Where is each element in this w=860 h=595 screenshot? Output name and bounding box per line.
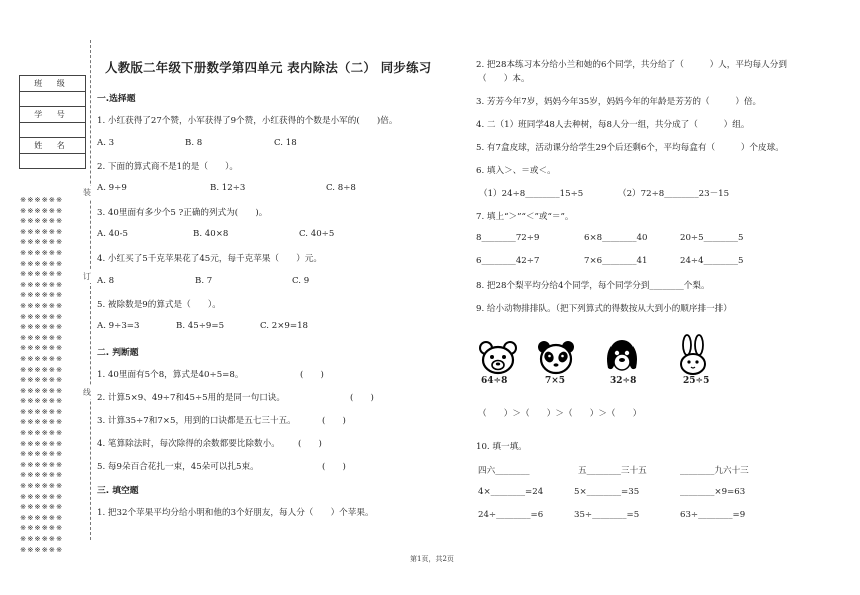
choice-q1-option-a[interactable]: A. 3 bbox=[97, 138, 115, 148]
class-label: 班 级 bbox=[20, 76, 86, 92]
choice-q1-option-b[interactable]: B. 8 bbox=[185, 138, 203, 148]
choice-q5-option-a[interactable]: A. 9÷3=3 bbox=[97, 321, 140, 331]
judge-q2: 2. 计算5×9、49÷7和45÷5用的是同一句口诀。 bbox=[97, 393, 285, 403]
fill-q8: 8. 把28个梨平均分给4个同学，每个同学分到________个梨。 bbox=[476, 281, 710, 291]
section-judge: 二. 判断题 bbox=[97, 348, 139, 358]
binding-line bbox=[90, 40, 91, 540]
judge-q4-answer[interactable]: ( ) bbox=[298, 439, 322, 449]
bear-expression: 64÷8 bbox=[481, 376, 508, 386]
rabbit-icon bbox=[676, 334, 710, 376]
fill-q7-r2c1: 6________42÷7 bbox=[476, 256, 540, 266]
fill-q7-r2c3: 24÷4________5 bbox=[680, 256, 744, 266]
fill-q10-r1c3: ________九六十三 bbox=[680, 466, 749, 476]
class-field[interactable] bbox=[20, 92, 86, 107]
choice-q1: 1. 小红获得了27个赞，小军获得了9个赞，小红获得的个数是小军的( )倍。 bbox=[97, 116, 398, 126]
dog-icon bbox=[603, 336, 641, 376]
bear-icon bbox=[478, 340, 518, 376]
fill-q9-answer[interactable]: （ ）＞（ ）＞（ ）＞（ ） bbox=[478, 409, 642, 419]
choice-q2-option-a[interactable]: A. 9÷9 bbox=[97, 183, 127, 193]
choice-q2-option-b[interactable]: B. 12÷3 bbox=[210, 183, 246, 193]
fill-q7: 7. 填上“＞”“＜”或“＝”。 bbox=[476, 212, 574, 222]
page-footer: 第1页，共2页 bbox=[410, 555, 454, 563]
choice-q3: 3. 40里面有多少个5 ?正确的列式为( )。 bbox=[97, 208, 268, 218]
judge-q1-answer[interactable]: ( ) bbox=[300, 370, 324, 380]
fill-q6-item2: （2）72÷8________23－15 bbox=[618, 189, 730, 199]
choice-q5: 5. 被除数是9的算式是（ ）。 bbox=[97, 300, 221, 310]
choice-q3-option-c[interactable]: C. 40÷5 bbox=[299, 229, 335, 239]
rabbit-expression: 25÷5 bbox=[683, 376, 710, 386]
seal-pattern: ※※※※※※ ※※※※※※ ※※※※※※ ※※※※※※ ※※※※※※ ※※※※※※ ※※※※※※ ※※※※※※ ※※※※※※ ※※※※※※ ※※※※※※ ※※※※※※ ※※※※※※ ※※※※※※ ※※※※※※ ※※※※※※ ※※※※※※ ※※※※※※ ※※※※※※ ※※※※※※ ※※※※※※ ※※※※※※ ※※※※※※ ※※※※※※ ※※※※※※ ※※※※※※ ※※※※※※ ※※※※※※ ※※※※※※ ※※※※※※ ※※※※※※ ※※※※※※ ※※※※※※ ※※※※※※ bbox=[20, 195, 64, 554]
judge-q5-answer[interactable]: ( ) bbox=[322, 462, 346, 472]
dog-expression: 32÷8 bbox=[610, 376, 637, 386]
fill-q10-r1c2: 五________三十五 bbox=[578, 466, 647, 476]
fill-q10-r2c3: ________×9=63 bbox=[680, 487, 746, 497]
section-choice: 一.选择题 bbox=[97, 94, 136, 104]
judge-q3: 3. 计算35÷7和7×5，用到的口诀都是五七三十五。 bbox=[97, 416, 296, 426]
fill-q7-r1c1: 8________72÷9 bbox=[476, 233, 540, 243]
fill-q1: 1. 把32个苹果平均分给小明和他的3个好朋友，每人分（ ）个苹果。 bbox=[97, 508, 374, 518]
student-info-table bbox=[19, 75, 86, 169]
fill-q10-r3c2: 35÷________=5 bbox=[574, 510, 640, 520]
judge-q4: 4. 笔算除法时，每次除得的余数都要比除数小。 bbox=[97, 439, 280, 449]
fill-q9: 9. 给小动物排排队。（把下列算式的得数按从大到小的顺序排一排） bbox=[476, 304, 732, 314]
fill-q7-r2c2: 7×6________41 bbox=[584, 256, 648, 266]
name-field[interactable] bbox=[20, 154, 86, 169]
fill-q3: 3. 芳芳今年7岁，妈妈今年35岁，妈妈今年的年龄是芳芳的（ ）倍。 bbox=[476, 97, 762, 107]
binding-mark-1: 装 bbox=[83, 188, 91, 197]
choice-q4: 4. 小红买了5千克苹果花了45元，每千克苹果（ ）元。 bbox=[97, 254, 322, 264]
choice-q1-option-c[interactable]: C. 18 bbox=[274, 138, 297, 148]
fill-q10-r2c1: 4×________=24 bbox=[478, 487, 544, 497]
student-number-label: 学 号 bbox=[20, 107, 86, 123]
fill-q7-r1c2: 6×8________40 bbox=[584, 233, 648, 243]
student-number-field[interactable] bbox=[20, 123, 86, 138]
fill-q10-r3c3: 63÷________=9 bbox=[680, 510, 746, 520]
fill-q4: 4. 二（1）班同学48人去种树，每8人分一组，共分成了（ ）组。 bbox=[476, 120, 750, 130]
choice-q3-option-a[interactable]: A. 40-5 bbox=[97, 229, 128, 239]
judge-q3-answer[interactable]: ( ) bbox=[322, 416, 346, 426]
fill-q10-r3c1: 24÷________=6 bbox=[478, 510, 544, 520]
fill-q2-line2: （ ）本。 bbox=[478, 74, 530, 84]
fill-q6: 6. 填入＞、＝或＜。 bbox=[476, 166, 556, 176]
fill-q7-r1c3: 20÷5________5 bbox=[680, 233, 744, 243]
binding-mark-2: 订 bbox=[83, 272, 91, 281]
page-title: 人教版二年级下册数学第四单元 表内除法（二） 同步练习 bbox=[105, 60, 432, 75]
fill-q10-r2c2: 5×________=35 bbox=[574, 487, 640, 497]
panda-icon bbox=[537, 340, 575, 376]
judge-q2-answer[interactable]: ( ) bbox=[350, 393, 374, 403]
choice-q2-option-c[interactable]: C. 8÷8 bbox=[326, 183, 356, 193]
binding-mark-3: 线 bbox=[83, 388, 91, 397]
fill-q6-item1: （1）24÷8________15÷5 bbox=[479, 189, 584, 199]
choice-q5-option-b[interactable]: B. 45÷9=5 bbox=[176, 321, 225, 331]
judge-q1: 1. 40里面有5个8，算式是40÷5=8。 bbox=[97, 370, 244, 380]
panda-expression: 7×5 bbox=[545, 376, 566, 386]
section-fill: 三. 填空题 bbox=[97, 486, 139, 496]
fill-q2-line1: 2. 把28本练习本分给小兰和她的6个同学，共分给了（ ）人，平均每人分到 bbox=[476, 60, 787, 70]
choice-q2: 2. 下面的算式商不是1的是（ ）。 bbox=[97, 162, 239, 172]
judge-q5: 5. 每9朵百合花扎一束，45朵可以扎5束。 bbox=[97, 462, 259, 472]
fill-q10-r1c1: 四六________ bbox=[478, 466, 530, 476]
fill-q10: 10. 填一填。 bbox=[476, 442, 527, 452]
choice-q5-option-c[interactable]: C. 2×9=18 bbox=[260, 321, 309, 331]
name-label: 姓 名 bbox=[20, 138, 86, 154]
choice-q4-option-a[interactable]: A. 8 bbox=[97, 276, 115, 286]
choice-q4-option-b[interactable]: B. 7 bbox=[195, 276, 213, 286]
choice-q4-option-c[interactable]: C. 9 bbox=[292, 276, 310, 286]
fill-q5: 5. 有7盒皮球，活动课分给学生29个后还剩6个，平均每盒有（ ）个皮球。 bbox=[476, 143, 784, 153]
choice-q3-option-b[interactable]: B. 40×8 bbox=[193, 229, 229, 239]
